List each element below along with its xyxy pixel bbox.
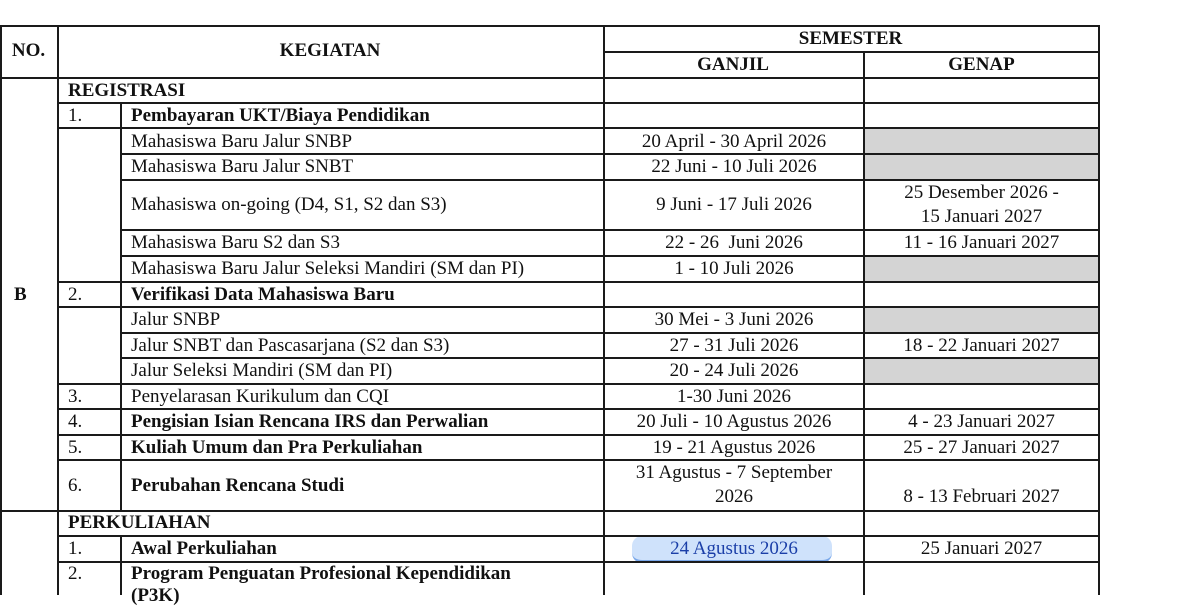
activity-label: Awal Perkuliahan bbox=[131, 538, 277, 559]
empty-cell-genap-mandiri bbox=[865, 257, 1098, 281]
ganjil-date: 27 - 31 Juli 2026 bbox=[669, 335, 799, 356]
row-line bbox=[120, 332, 1100, 334]
header-genap: GENAP bbox=[948, 54, 1015, 75]
activity-label: Mahasiswa on-going (D4, S1, S2 dan S3) bbox=[131, 194, 447, 215]
ganjil-date: 31 Agustus - 7 September bbox=[635, 462, 833, 483]
group-title: Pembayaran UKT/Biaya Pendidikan bbox=[131, 105, 430, 126]
ganjil-date: 30 Mei - 3 Juni 2026 bbox=[654, 309, 814, 330]
group-number: 1. bbox=[68, 105, 83, 126]
row-number: 6. bbox=[68, 475, 83, 496]
activity-label: Jalur Seleksi Mandiri (SM dan PI) bbox=[131, 360, 393, 381]
col-subno-right-c bbox=[120, 535, 122, 595]
border-semester-split bbox=[603, 51, 1100, 53]
row-number: 1. bbox=[68, 538, 83, 559]
ganjil-date: 20 - 24 Juli 2026 bbox=[669, 360, 799, 381]
row-line bbox=[57, 434, 1100, 436]
ganjil-date: 2026 bbox=[715, 486, 753, 507]
activity-label: Mahasiswa Baru S2 dan S3 bbox=[131, 232, 340, 253]
header-ganjil: GANJIL bbox=[697, 54, 769, 75]
empty-cell-genap-jalur-snbp bbox=[865, 308, 1098, 332]
activity-label: Program Penguatan Profesional Kependidikan bbox=[131, 563, 511, 584]
activity-label: Pengisian Isian Rencana IRS dan Perwalian bbox=[131, 411, 489, 432]
activity-label: Mahasiswa Baru Jalur Seleksi Mandiri (SM dan PI) bbox=[131, 258, 525, 279]
activity-label: Jalur SNBT dan Pascasarjana (S2 dan S3) bbox=[131, 335, 450, 356]
header-no: NO. bbox=[11, 40, 46, 61]
ganjil-date: 20 Juli - 10 Agustus 2026 bbox=[636, 411, 832, 432]
row-line bbox=[57, 408, 1100, 410]
row-number: 5. bbox=[68, 437, 83, 458]
row-line bbox=[57, 459, 1100, 461]
ganjil-date: 19 - 21 Agustus 2026 bbox=[652, 437, 816, 458]
row-line bbox=[120, 255, 1100, 257]
section-title: PERKULIAHAN bbox=[68, 512, 211, 533]
genap-date: 8 - 13 Februari 2027 bbox=[903, 486, 1060, 507]
activity-label: Penyelarasan Kurikulum dan CQI bbox=[131, 386, 390, 407]
group-title: Verifikasi Data Mahasiswa Baru bbox=[131, 284, 395, 305]
activity-label-cut: (P3K) bbox=[131, 585, 180, 606]
genap-date: 25 Januari 2027 bbox=[920, 538, 1043, 559]
activity-label: Mahasiswa Baru Jalur SNBT bbox=[131, 156, 354, 177]
empty-cell-genap-jalur-mandiri bbox=[865, 359, 1098, 383]
genap-date: 4 - 23 Januari 2027 bbox=[908, 411, 1055, 432]
row-number: 2. bbox=[68, 563, 83, 584]
ganjil-date: 9 Juni - 17 Juli 2026 bbox=[656, 194, 812, 215]
section-letter: B bbox=[14, 284, 27, 305]
ganjil-date-highlighted: 24 Agustus 2026 bbox=[670, 538, 798, 559]
border-header-bottom bbox=[0, 77, 1100, 79]
genap-date: 11 - 16 Januari 2027 bbox=[903, 232, 1060, 253]
ganjil-date: 20 April - 30 April 2026 bbox=[641, 131, 827, 152]
empty-cell-genap-snbt bbox=[865, 155, 1098, 179]
row-line bbox=[57, 306, 1100, 308]
row-line bbox=[57, 281, 1100, 283]
row-line bbox=[57, 102, 1100, 104]
ganjil-date: 22 Juni - 10 Juli 2026 bbox=[651, 156, 817, 177]
activity-label: Jalur SNBP bbox=[131, 309, 221, 330]
border-right bbox=[1098, 25, 1100, 595]
border-left bbox=[0, 25, 2, 595]
header-semester: SEMESTER bbox=[798, 28, 903, 49]
activity-label: Perubahan Rencana Studi bbox=[131, 475, 345, 496]
activity-label: Mahasiswa Baru Jalur SNBP bbox=[131, 131, 353, 152]
row-line bbox=[57, 535, 1100, 537]
genap-date: 15 Januari 2027 bbox=[920, 206, 1043, 227]
genap-date: 25 - 27 Januari 2027 bbox=[903, 437, 1060, 458]
row-line bbox=[120, 179, 1100, 181]
row-line bbox=[57, 383, 1100, 385]
genap-date: 18 - 22 Januari 2027 bbox=[903, 335, 1060, 356]
row-number: 4. bbox=[68, 411, 83, 432]
col-subno-right bbox=[120, 102, 122, 510]
activity-label: Kuliah Umum dan Pra Perkuliahan bbox=[131, 437, 423, 458]
row-line bbox=[57, 127, 1100, 129]
group-number: 2. bbox=[68, 284, 83, 305]
col-ganjil-right bbox=[863, 51, 865, 595]
row-number: 3. bbox=[68, 386, 83, 407]
ganjil-date: 1-30 Juni 2026 bbox=[677, 386, 791, 407]
row-line bbox=[120, 153, 1100, 155]
ganjil-date: 1 - 10 Juli 2026 bbox=[674, 258, 794, 279]
row-line bbox=[120, 229, 1100, 231]
border-top bbox=[0, 25, 1100, 27]
genap-date: 25 Desember 2026 - bbox=[904, 182, 1059, 203]
row-line bbox=[120, 357, 1100, 359]
col-no-right bbox=[57, 25, 59, 595]
section-title: REGISTRASI bbox=[68, 80, 186, 101]
header-kegiatan: KEGIATAN bbox=[279, 40, 381, 61]
ganjil-date: 22 - 26 Juni 2026 bbox=[665, 232, 803, 253]
empty-cell-genap-snbp bbox=[865, 129, 1098, 153]
